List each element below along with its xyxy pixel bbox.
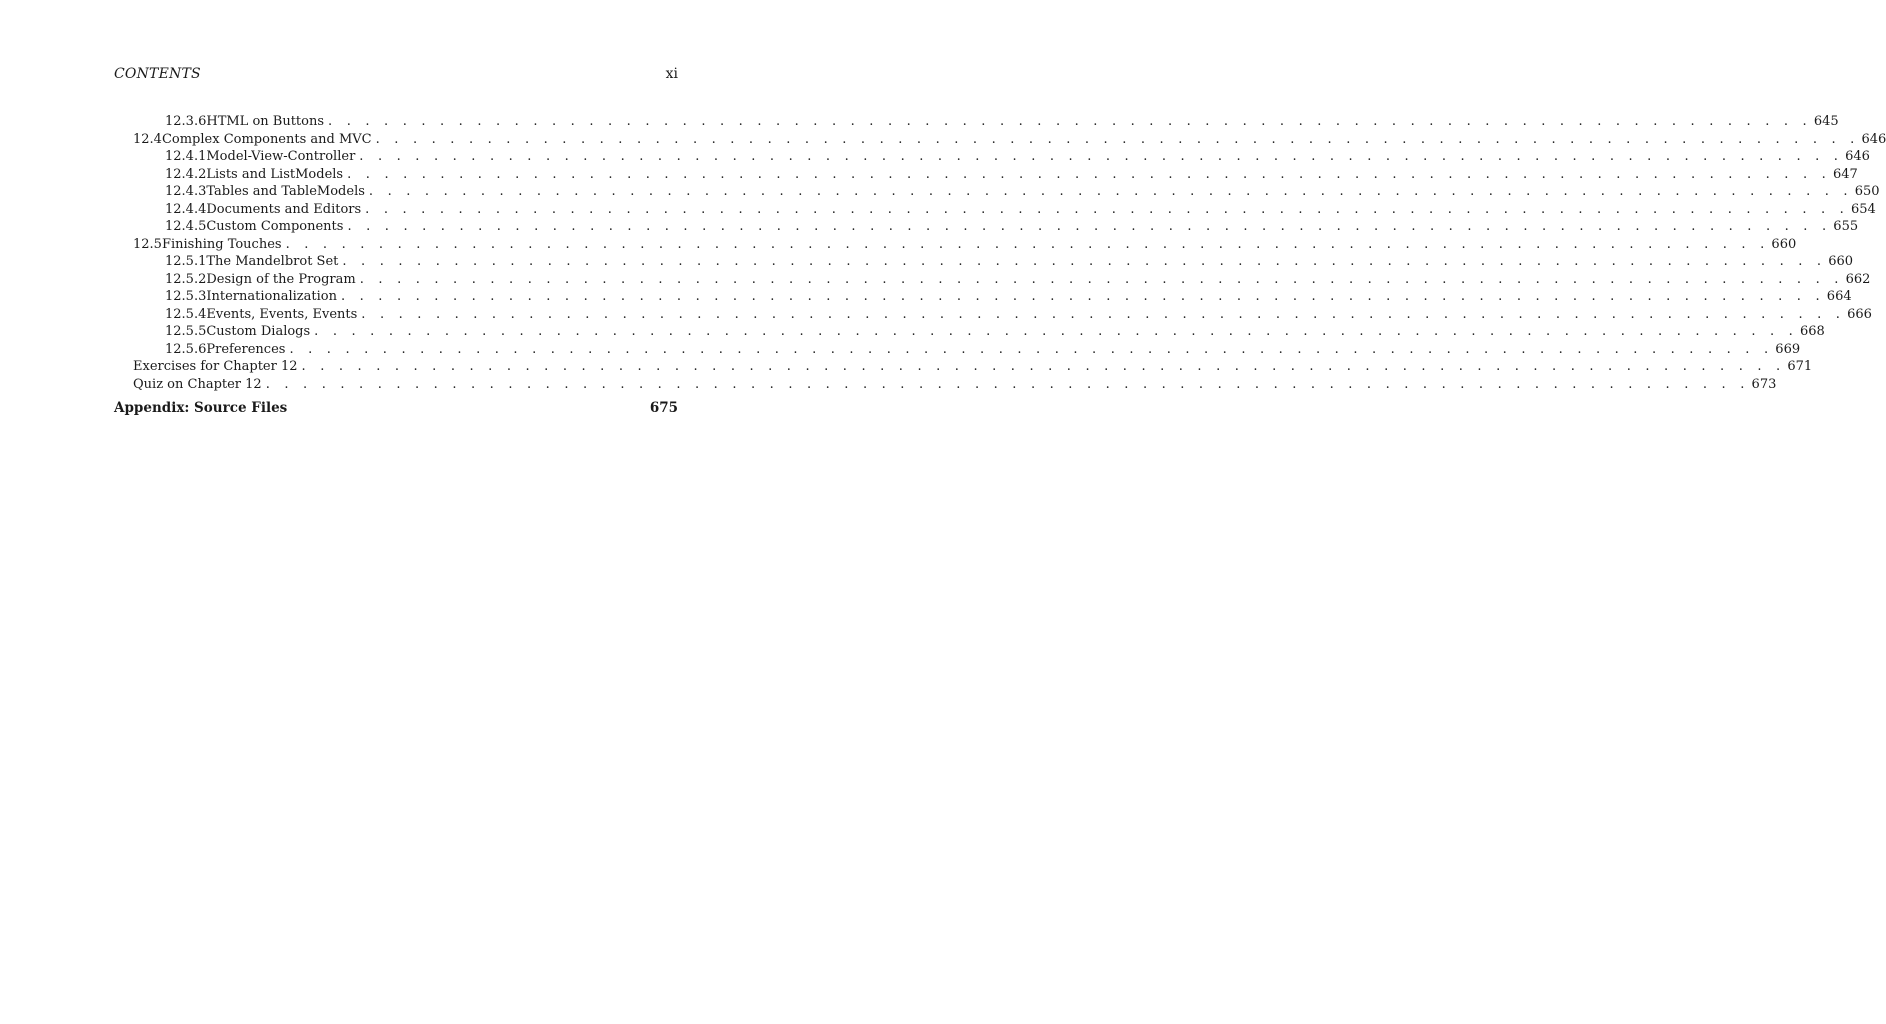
toc-dot-leader: . . . . . . . . . . . . . . . . . . . . . . . . . . . . . . . . . . . . . . . . . . . . . . . . . . . . . . . . . . . . . . . . . . . . . . . . . . . . . . . .: [359, 271, 1844, 287]
toc-dot-leader: . . . . . . . . . . . . . . . . . . . . . . . . . . . . . . . . . . . . . . . . . . . . . . . . . . . . . . . . . . . . . . . . . . . . . . . . . . . . . . . .: [314, 324, 1799, 339]
toc-entry[interactable]: [114, 113, 1839, 131]
toc-entry-title: Documents and Editors: [206, 201, 362, 217]
toc-entry-title: Complex Components and MVC: [161, 131, 372, 147]
toc-entry-page: 669: [1775, 341, 1801, 357]
toc-entry-title: Lists and ListModels: [206, 166, 344, 182]
toc-entries: [114, 113, 1886, 393]
toc-entry-title: Preferences: [206, 341, 286, 357]
toc-entry-page: 654: [1851, 201, 1876, 217]
toc-entry-title: Custom Components: [206, 219, 344, 234]
toc-entry-title: Quiz on Chapter 12: [133, 376, 262, 392]
toc-entry-number: 12.5.3: [165, 289, 207, 304]
toc-entry-number: 12.4.4: [165, 201, 207, 217]
toc-entry-title: Events, Events, Events: [206, 306, 358, 322]
toc-entry-title: Tables and TableModels: [206, 184, 365, 199]
toc-entry-title: Design of the Program: [206, 271, 356, 287]
toc-entry[interactable]: [114, 131, 1886, 149]
toc-entry-page: 668: [1800, 324, 1825, 339]
toc-entry-number: 12.4.5: [165, 219, 207, 234]
toc-entry[interactable]: [114, 236, 1797, 254]
toc-entry-page: 673: [1751, 376, 1777, 392]
toc-entry-number: 12.5.1: [165, 254, 207, 269]
header-page-number: xi: [665, 66, 678, 82]
toc-entry-page: 646: [1861, 131, 1886, 147]
toc-entry-title: Exercises for Chapter 12: [133, 359, 298, 374]
toc-dot-leader: . . . . . . . . . . . . . . . . . . . . . . . . . . . . . . . . . . . . . . . . . . . . . . . . . . . . . . . . . . . . . . . . . . . . . . . . . . . . . . . .: [347, 166, 1831, 182]
toc-dot-leader: . . . . . . . . . . . . . . . . . . . . . . . . . . . . . . . . . . . . . . . . . . . . . . . . . . . . . . . . . . . . . . . . . . . . . . . . . . . . . . . .: [289, 341, 1774, 357]
toc-dot-leader: . . . . . . . . . . . . . . . . . . . . . . . . . . . . . . . . . . . . . . . . . . . . . . . . . . . . . . . . . . . . . . . . . . . . . . . . . . . . . . . .: [347, 219, 1832, 234]
toc-entry[interactable]: [114, 341, 1801, 359]
toc-entry-number: 12.4.3: [165, 184, 207, 199]
toc-entry-number: 12.5.2: [165, 271, 207, 287]
toc-dot-leader: . . . . . . . . . . . . . . . . . . . . . . . . . . . . . . . . . . . . . . . . . . . . . . . . . . . . . . . . . . . . . . . . . . . . . . . . . . . . . . . .: [342, 254, 1827, 269]
toc-entry-number: 12.4: [133, 131, 162, 147]
toc-entry-number: 12.3.6: [165, 114, 207, 129]
toc-dot-leader: . . . . . . . . . . . . . . . . . . . . . . . . . . . . . . . . . . . . . . . . . . . . . . . . . . . . . . . . . . . . . . . . . . . . . . . . . . . . . . . .: [301, 359, 1786, 374]
appendix-title: Appendix: Source Files: [114, 400, 288, 416]
toc-entry-number: 12.5.5: [165, 324, 207, 339]
toc-entry[interactable]: [114, 271, 1871, 289]
toc-entry[interactable]: [114, 166, 1858, 184]
toc-entry-page: 646: [1845, 149, 1870, 164]
toc-dot-leader: . . . . . . . . . . . . . . . . . . . . . . . . . . . . . . . . . . . . . . . . . . . . . . . . . . . . . . . . . . . . . . . . . . . . . . . . . . . . . . . .: [265, 376, 1750, 392]
toc-entry-title: Custom Dialogs: [206, 324, 311, 339]
toc-entry[interactable]: [114, 183, 1880, 201]
toc-entry-title: HTML on Buttons: [206, 114, 325, 129]
toc-entry-title: Model-View-Controller: [206, 149, 356, 164]
toc-entry-page: 660: [1771, 236, 1797, 252]
running-header: [114, 66, 678, 86]
toc-dot-leader: . . . . . . . . . . . . . . . . . . . . . . . . . . . . . . . . . . . . . . . . . . . . . . . . . . . . . . . . . . . . . . . . . . . . . . . . . . . . . . . .: [368, 184, 1853, 199]
toc-entry-page: 647: [1832, 166, 1858, 182]
toc-dot-leader: . . . . . . . . . . . . . . . . . . . . . . . . . . . . . . . . . . . . . . . . . . . . . . . . . . . . . . . . . . . . . . . . . . . . . . . . . . . . . . . .: [359, 149, 1844, 164]
table-of-contents: [114, 113, 1886, 417]
toc-entry-page: 645: [1813, 114, 1839, 129]
toc-dot-leader: . . . . . . . . . . . . . . . . . . . . . . . . . . . . . . . . . . . . . . . . . . . . . . . . . . . . . . . . . . . . . . . . . . . . . . . . . . . . . . . .: [328, 114, 1812, 129]
header-title: CONTENTS: [114, 66, 201, 82]
toc-entry[interactable]: [114, 323, 1825, 341]
toc-entry-number: 12.4.2: [165, 166, 207, 182]
toc-entry-page: 662: [1845, 271, 1871, 287]
toc-dot-leader: . . . . . . . . . . . . . . . . . . . . . . . . . . . . . . . . . . . . . . . . . . . . . . . . . . . . . . . . . . . . . . . . . . . . . . . . . . . . . . . .: [340, 289, 1825, 304]
toc-dot-leader: . . . . . . . . . . . . . . . . . . . . . . . . . . . . . . . . . . . . . . . . . . . . . . . . . . . . . . . . . . . . . . . . . . . . . . . . . . . . . . . .: [365, 201, 1850, 217]
toc-dot-leader: . . . . . . . . . . . . . . . . . . . . . . . . . . . . . . . . . . . . . . . . . . . . . . . . . . . . . . . . . . . . . . . . . . . . . . . . . . . . . . . .: [361, 306, 1846, 322]
toc-entry[interactable]: [114, 376, 1777, 394]
toc-entry[interactable]: [114, 148, 1870, 166]
toc-appendix-entry[interactable]: [114, 399, 678, 417]
toc-entry[interactable]: [114, 253, 1854, 271]
toc-entry-number: 12.5.6: [165, 341, 207, 357]
toc-entry-page: 650: [1854, 184, 1880, 199]
toc-entry-page: 666: [1847, 306, 1872, 322]
toc-entry[interactable]: [114, 218, 1859, 236]
toc-dot-leader: . . . . . . . . . . . . . . . . . . . . . . . . . . . . . . . . . . . . . . . . . . . . . . . . . . . . . . . . . . . . . . . . . . . . . . . . . . . . . . . .: [375, 131, 1860, 147]
toc-entry-title: The Mandelbrot Set: [206, 254, 339, 269]
toc-entry-number: 12.5.4: [165, 306, 207, 322]
toc-entry-number: 12.5: [133, 236, 162, 252]
appendix-page: 675: [649, 400, 678, 416]
toc-entry[interactable]: [114, 358, 1813, 376]
toc-entry[interactable]: [114, 201, 1876, 219]
toc-entry-title: Internationalization: [206, 289, 337, 304]
toc-entry-page: 660: [1828, 254, 1854, 269]
toc-entry[interactable]: [114, 288, 1852, 306]
toc-dot-leader: . . . . . . . . . . . . . . . . . . . . . . . . . . . . . . . . . . . . . . . . . . . . . . . . . . . . . . . . . . . . . . . . . . . . . . . . . . . . . . . .: [285, 236, 1770, 252]
toc-entry-number: 12.4.1: [165, 149, 207, 164]
toc-entry[interactable]: [114, 306, 1872, 324]
toc-entry-title: Finishing Touches: [161, 236, 282, 252]
toc-entry-page: 671: [1787, 359, 1813, 374]
toc-entry-page: 655: [1833, 219, 1859, 234]
toc-entry-page: 664: [1826, 289, 1852, 304]
